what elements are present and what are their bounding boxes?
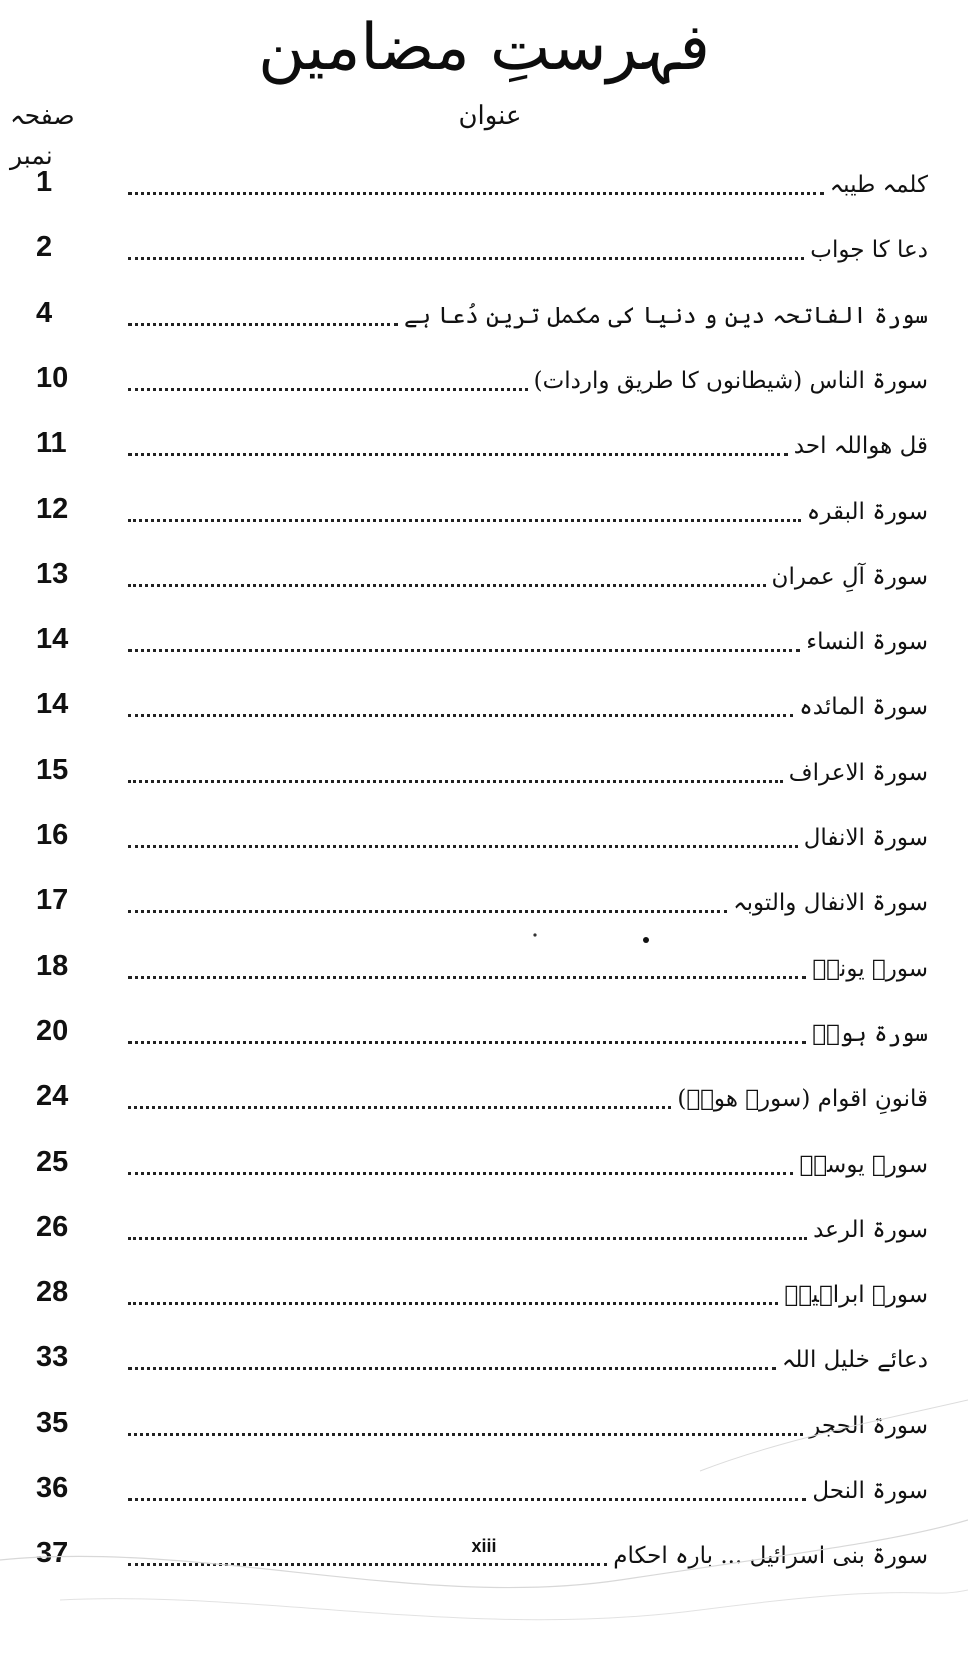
toc-row [0, 738, 968, 804]
dot-leader [128, 1172, 793, 1175]
dot-leader [128, 649, 800, 652]
toc-entry-title: سورۃ الناس (شیطانوں کا طریق واردات) [533, 367, 928, 394]
toc-row [0, 1130, 968, 1196]
toc-entry [128, 1464, 928, 1510]
dot-leader [128, 845, 798, 848]
toc-entry [128, 1399, 928, 1445]
toc-page-number: 11 [36, 427, 67, 460]
toc-row [0, 1391, 968, 1457]
toc-row [0, 542, 968, 608]
toc-entry [128, 1333, 928, 1379]
toc-entry-title: سورۃ النساء [806, 629, 928, 656]
toc-entry-title: سورۃ الرعد [813, 1216, 928, 1243]
toc-row [0, 934, 968, 1000]
dot-leader [128, 519, 801, 522]
toc-row [0, 281, 968, 347]
toc-entry [128, 615, 928, 661]
dot-leader [128, 388, 528, 391]
dot-leader [128, 1498, 806, 1501]
toc-row [0, 1260, 968, 1326]
toc-row [0, 1195, 968, 1261]
toc-entry [128, 680, 928, 726]
toc-entry [128, 1007, 928, 1053]
toc-entry-title: دعا کا جواب [810, 237, 928, 264]
toc-page-number: 4 [36, 296, 53, 329]
toc-entry-title: سورۃ ابراہیمؑ [784, 1282, 928, 1309]
dot-leader [128, 780, 783, 783]
toc-page-number: 35 [36, 1406, 69, 1439]
toc-page-number: 1 [36, 166, 53, 198]
toc-entry-title: قانونِ اقوام (سورۃ ھودؑ) [677, 1086, 928, 1113]
toc-entry-title: سورۃ آلِ عمران [771, 563, 928, 590]
toc-entry [128, 419, 928, 465]
dot-leader [128, 1433, 803, 1436]
toc-row [0, 607, 968, 673]
dot-leader [128, 1302, 778, 1305]
dot-leader [128, 714, 793, 717]
page-number-column-heading: صفحہ نمبر [10, 101, 75, 170]
toc-page-number: 28 [36, 1276, 69, 1309]
toc-page-number: 15 [36, 753, 69, 786]
toc-entry-title: سورۃ البقرہ [806, 498, 928, 525]
dot-leader [128, 584, 766, 587]
toc-page-number: 14 [36, 688, 69, 721]
toc-row [0, 215, 968, 281]
toc-entry [128, 746, 928, 792]
toc-entry-title: سورۃ المائدہ [799, 694, 928, 721]
toc-entry [128, 1072, 928, 1118]
toc-page-number: 17 [36, 884, 69, 917]
toc-page-number: 24 [36, 1080, 69, 1113]
toc-row [0, 1325, 968, 1391]
toc-page-number: 10 [36, 361, 69, 394]
toc-page-number: 36 [36, 1472, 69, 1504]
dot-leader [128, 323, 398, 326]
toc-entry [128, 223, 928, 269]
toc-entry [128, 1203, 928, 1249]
toc-entry-title: سورۃ الانفال والتوبہ [733, 890, 928, 917]
toc-page-number: 37 [36, 1537, 69, 1570]
toc-row [0, 477, 968, 543]
dot-leader [128, 192, 824, 195]
toc-entry [128, 485, 928, 531]
toc-row [0, 1456, 968, 1522]
dot-leader [128, 453, 788, 456]
toc-entry [128, 811, 928, 857]
toc-entry [128, 289, 928, 335]
toc-entry-title: سورۃ الحجر [809, 1412, 928, 1439]
toc-entry [128, 550, 928, 596]
toc-entry-title: سورۃ النحل [812, 1478, 928, 1504]
toc-row [0, 411, 968, 477]
toc-entry-title: قل ھواللہ احد [793, 433, 928, 460]
dot-leader [128, 1367, 776, 1370]
toc-entry-title: سورۃ ہودؑ [812, 1020, 928, 1047]
toc-entry-title: سورۃ یونسؑ [812, 955, 928, 982]
page-title: فہرستِ مضامین [258, 11, 710, 85]
page-footer-number: xiii [471, 1536, 497, 1556]
toc-page-number: 20 [36, 1014, 69, 1047]
toc-entry-title: سورۃ بنی اسرائیل ... بارہ احکام [613, 1543, 928, 1570]
toc-entry [128, 1268, 928, 1314]
toc-entry [128, 158, 928, 204]
toc-page-number: 13 [36, 557, 69, 590]
toc-page-number: 16 [36, 819, 69, 851]
toc-page-number: 12 [36, 492, 69, 525]
dot-leader [128, 1041, 806, 1044]
toc-row [0, 868, 968, 934]
toc-row [0, 672, 968, 738]
toc-row [0, 346, 968, 412]
toc-page-number: 25 [36, 1145, 69, 1178]
toc-entry-title: سورۃ یوسفؑ [799, 1151, 928, 1178]
dot-leader [128, 976, 806, 979]
toc-entry-title: دعائے خلیل اللہ [781, 1347, 928, 1374]
toc-entry-title: سورۃ الاعراف [788, 759, 928, 786]
toc-row [0, 1064, 968, 1130]
dot-leader [128, 257, 804, 260]
toc-page-number: 2 [36, 231, 53, 264]
dot-leader [128, 910, 727, 913]
dot-leader [128, 1237, 807, 1240]
toc-row [0, 999, 968, 1065]
toc-entry [128, 354, 928, 400]
toc-entry-title: سورۃ الفاتحہ دین و دنیا کی مکمل ترین دُعا ہے [403, 302, 928, 329]
toc-entry-title: سورۃ الانفال [803, 825, 928, 851]
toc-entry [128, 1138, 928, 1184]
dot-leader [128, 1563, 607, 1566]
toc-entry-title: کلمہ طیبہ [829, 172, 928, 198]
toc-page-number: 14 [36, 623, 69, 656]
toc-page-number: 33 [36, 1341, 69, 1374]
toc-page-number: 18 [36, 949, 69, 982]
toc-row [0, 803, 968, 869]
dot-leader [128, 1106, 671, 1109]
toc-entry [128, 876, 928, 922]
toc-page-number: 26 [36, 1210, 69, 1243]
toc-entry [128, 942, 928, 988]
heading-column-heading: عنوان [458, 101, 522, 131]
toc-row [0, 150, 968, 216]
